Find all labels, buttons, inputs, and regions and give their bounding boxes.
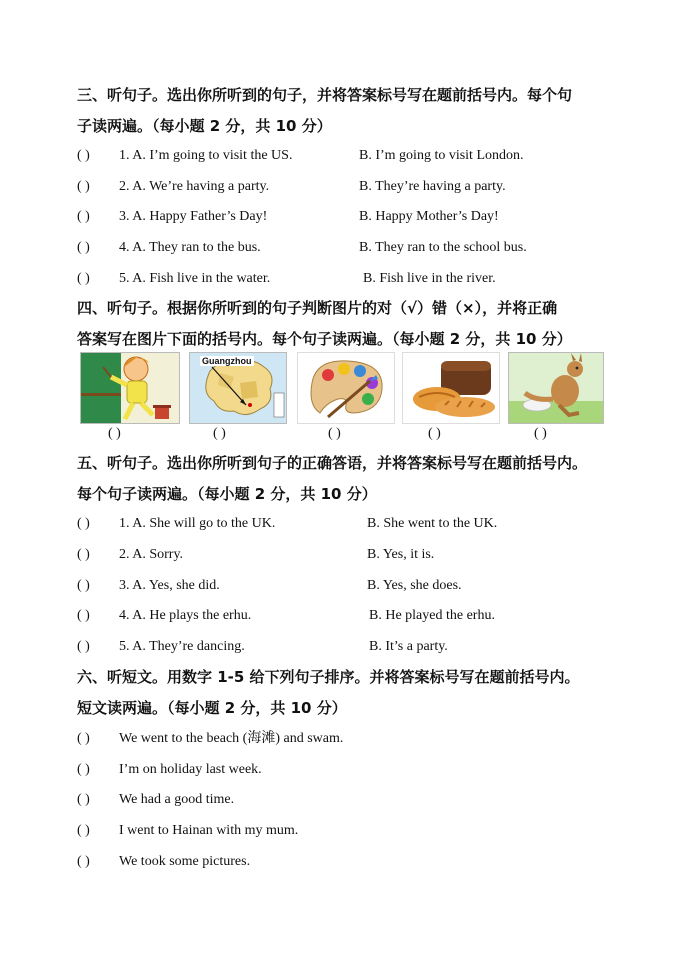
option-a: 5. A. They’re dancing. xyxy=(119,639,245,654)
sentence-text: We took some pictures. xyxy=(119,854,251,869)
picture-answer-paren[interactable]: ( ) xyxy=(213,426,226,441)
bread-picture xyxy=(402,352,500,424)
option-a: 2. A. Sorry. xyxy=(119,547,184,562)
section4-heading-line1: 四、听句子。根据你所听到的句子判断图片的对（√）错（×），并将正确 xyxy=(77,299,558,317)
answer-paren[interactable]: ( ) xyxy=(77,731,90,746)
answer-paren[interactable]: ( ) xyxy=(77,792,90,807)
option-a: 4. A. They ran to the bus. xyxy=(119,240,261,255)
section3-heading-line2: 子读两遍。（每小题 2 分，共 10 分） xyxy=(77,117,332,135)
map-city-label: Guangzhou xyxy=(202,356,252,366)
section5-heading-line1: 五、听句子。选出你所听到句子的正确答语，并将答案标号写在题前括号内。 xyxy=(77,454,588,472)
sentence-text: I went to Hainan with my mum. xyxy=(119,823,299,838)
option-b: B. I’m going to visit London. xyxy=(359,148,524,163)
option-b: B. She went to the UK. xyxy=(367,516,498,531)
option-a: 3. A. Yes, she did. xyxy=(119,578,220,593)
sentence-text: We went to the beach (海滩) and swam. xyxy=(119,731,344,746)
answer-paren[interactable]: ( ) xyxy=(77,209,90,224)
option-b: B. Happy Mother’s Day! xyxy=(359,209,499,224)
picture-answer-paren[interactable]: ( ) xyxy=(328,426,341,441)
answer-paren[interactable]: ( ) xyxy=(77,608,90,623)
sentence-text: We had a good time. xyxy=(119,792,235,807)
option-a: 5. A. Fish live in the water. xyxy=(119,271,271,286)
answer-paren[interactable]: ( ) xyxy=(77,271,90,286)
picture-strip xyxy=(80,352,604,424)
option-a: 3. A. Happy Father’s Day! xyxy=(119,209,268,224)
option-b: B. Yes, she does. xyxy=(367,578,462,593)
section6-heading-line2: 短文读两遍。（每小题 2 分，共 10 分） xyxy=(77,699,347,717)
option-b: B. Yes, it is. xyxy=(367,547,435,562)
paint-palette-picture xyxy=(297,352,395,424)
option-a: 4. A. He plays the erhu. xyxy=(119,608,252,623)
answer-paren[interactable]: ( ) xyxy=(77,240,90,255)
sentence-text: I’m on holiday last week. xyxy=(119,762,262,777)
answer-paren[interactable]: ( ) xyxy=(77,762,90,777)
answer-paren[interactable]: ( ) xyxy=(77,854,90,869)
boy-painting-picture xyxy=(80,352,180,424)
answer-paren[interactable]: ( ) xyxy=(77,148,90,163)
option-b: B. Fish live in the river. xyxy=(363,271,496,286)
option-b: B. They ran to the school bus. xyxy=(359,240,527,255)
answer-paren[interactable]: ( ) xyxy=(77,823,90,838)
answer-paren[interactable]: ( ) xyxy=(77,639,90,654)
answer-paren[interactable]: ( ) xyxy=(77,179,90,194)
option-a: 1. A. I’m going to visit the US. xyxy=(119,148,293,163)
answer-paren[interactable]: ( ) xyxy=(77,516,90,531)
section6-heading-line1: 六、听短文。用数字 1-5 给下列句子排序。并将答案标号写在题前括号内。 xyxy=(77,668,580,686)
answer-paren[interactable]: ( ) xyxy=(77,547,90,562)
kangaroo-picture xyxy=(508,352,604,424)
option-a: 2. A. We’re having a party. xyxy=(119,179,270,194)
answer-paren[interactable]: ( ) xyxy=(77,578,90,593)
section3-heading-line1: 三、听句子。选出你所听到的句子，并将答案标号写在题前括号内。每个句 xyxy=(77,86,573,104)
china-map-picture xyxy=(189,352,287,424)
picture-answer-paren[interactable]: ( ) xyxy=(108,426,121,441)
section4-heading-line2: 答案写在图片下面的括号内。每个句子读两遍。（每小题 2 分，共 10 分） xyxy=(77,330,572,348)
option-b: B. It’s a party. xyxy=(369,639,448,654)
section5-heading-line2: 每个句子读两遍。（每小题 2 分，共 10 分） xyxy=(77,485,377,503)
picture-answer-paren[interactable]: ( ) xyxy=(428,426,441,441)
picture-answer-paren[interactable]: ( ) xyxy=(534,426,547,441)
option-a: 1. A. She will go to the UK. xyxy=(119,516,276,531)
option-b: B. They’re having a party. xyxy=(359,179,506,194)
option-b: B. He played the erhu. xyxy=(369,608,495,623)
